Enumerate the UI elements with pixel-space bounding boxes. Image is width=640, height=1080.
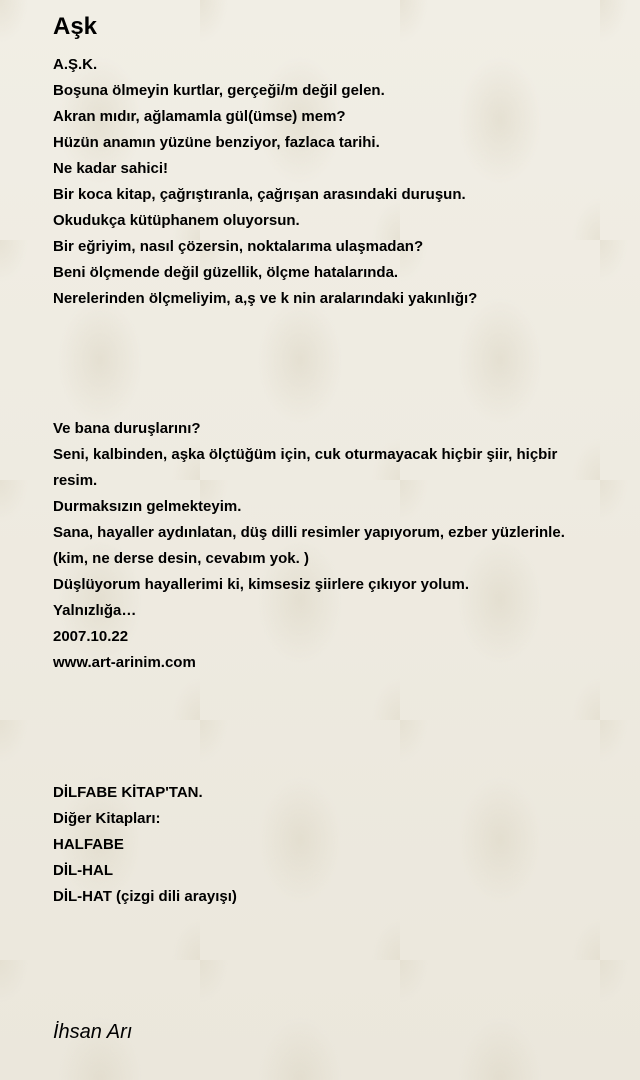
poem-body xyxy=(53,52,573,910)
stanza-gap xyxy=(53,390,573,416)
poem-line: Yalnızlığa… xyxy=(53,602,137,619)
poem-line: Ve bana duruşlarını? xyxy=(53,420,201,437)
poem-line: Düşlüyorum hayallerimi ki, kimsesiz şiirlere çıkıyor yolum. xyxy=(53,576,470,593)
poem-line: A.Ş.K. xyxy=(53,56,98,73)
stanza-gap xyxy=(53,728,573,754)
poem-line: Boşuna ölmeyin kurtlar, gerçeği/m değil gelen. xyxy=(53,82,385,99)
poem-line: Bir eğriyim, nasıl çözersin, noktalarıma ulaşmadan? xyxy=(53,238,424,255)
author-signature: İhsan Arı xyxy=(53,1021,133,1043)
book-title: DİL-HAL xyxy=(53,862,113,879)
book-title: HALFABE xyxy=(53,836,124,853)
stanza-gap xyxy=(53,702,573,728)
poem-line: Durmaksızın gelmekteyim. xyxy=(53,498,242,515)
poem-line: Bir koca kitap, çağrıştıranla, çağrışan arasındaki duruşun. xyxy=(53,186,466,203)
poem-line: Akran mıdır, ağlamamla gül(ümse) mem? xyxy=(53,108,346,125)
poem-date: 2007.10.22 xyxy=(53,628,129,645)
poem-line: Beni ölçmende değil güzellik, ölçme hatalarında. xyxy=(53,264,399,281)
book-source: DİLFABE KİTAP'TAN. xyxy=(53,784,203,801)
poem-line: Okudukça kütüphanem oluyorsun. xyxy=(53,212,300,229)
stanza-gap xyxy=(53,676,573,702)
book-title: DİL-HAT (çizgi dili arayışı) xyxy=(53,888,237,905)
poem-line: Hüzün anamın yüzüne benziyor, fazlaca tarihi. xyxy=(53,134,380,151)
poem-title: Aşk xyxy=(53,13,98,40)
stanza-gap xyxy=(53,312,573,338)
poem-line: Nerelerinden ölçmeliyim, a,ş ve k nin aralarındaki yakınlığı? xyxy=(53,290,478,307)
stanza-gap xyxy=(53,364,573,390)
poem-line: Ne kadar sahici! xyxy=(53,160,169,177)
stanza-gap xyxy=(53,754,573,780)
poem-line: Sana, hayaller aydınlatan, düş dilli resimler yapıyorum, ezber yüzlerinle. (kim, ne derse desin, cevabım yok. ) xyxy=(53,524,565,567)
poem-line: Seni, kalbinden, aşka ölçtüğüm için, cuk oturmayacak hiçbir şiir, hiçbir resim. xyxy=(53,446,558,489)
stanza-gap xyxy=(53,338,573,364)
poem-website: www.art-arinim.com xyxy=(53,654,196,671)
other-books-heading: Diğer Kitapları: xyxy=(53,810,161,827)
